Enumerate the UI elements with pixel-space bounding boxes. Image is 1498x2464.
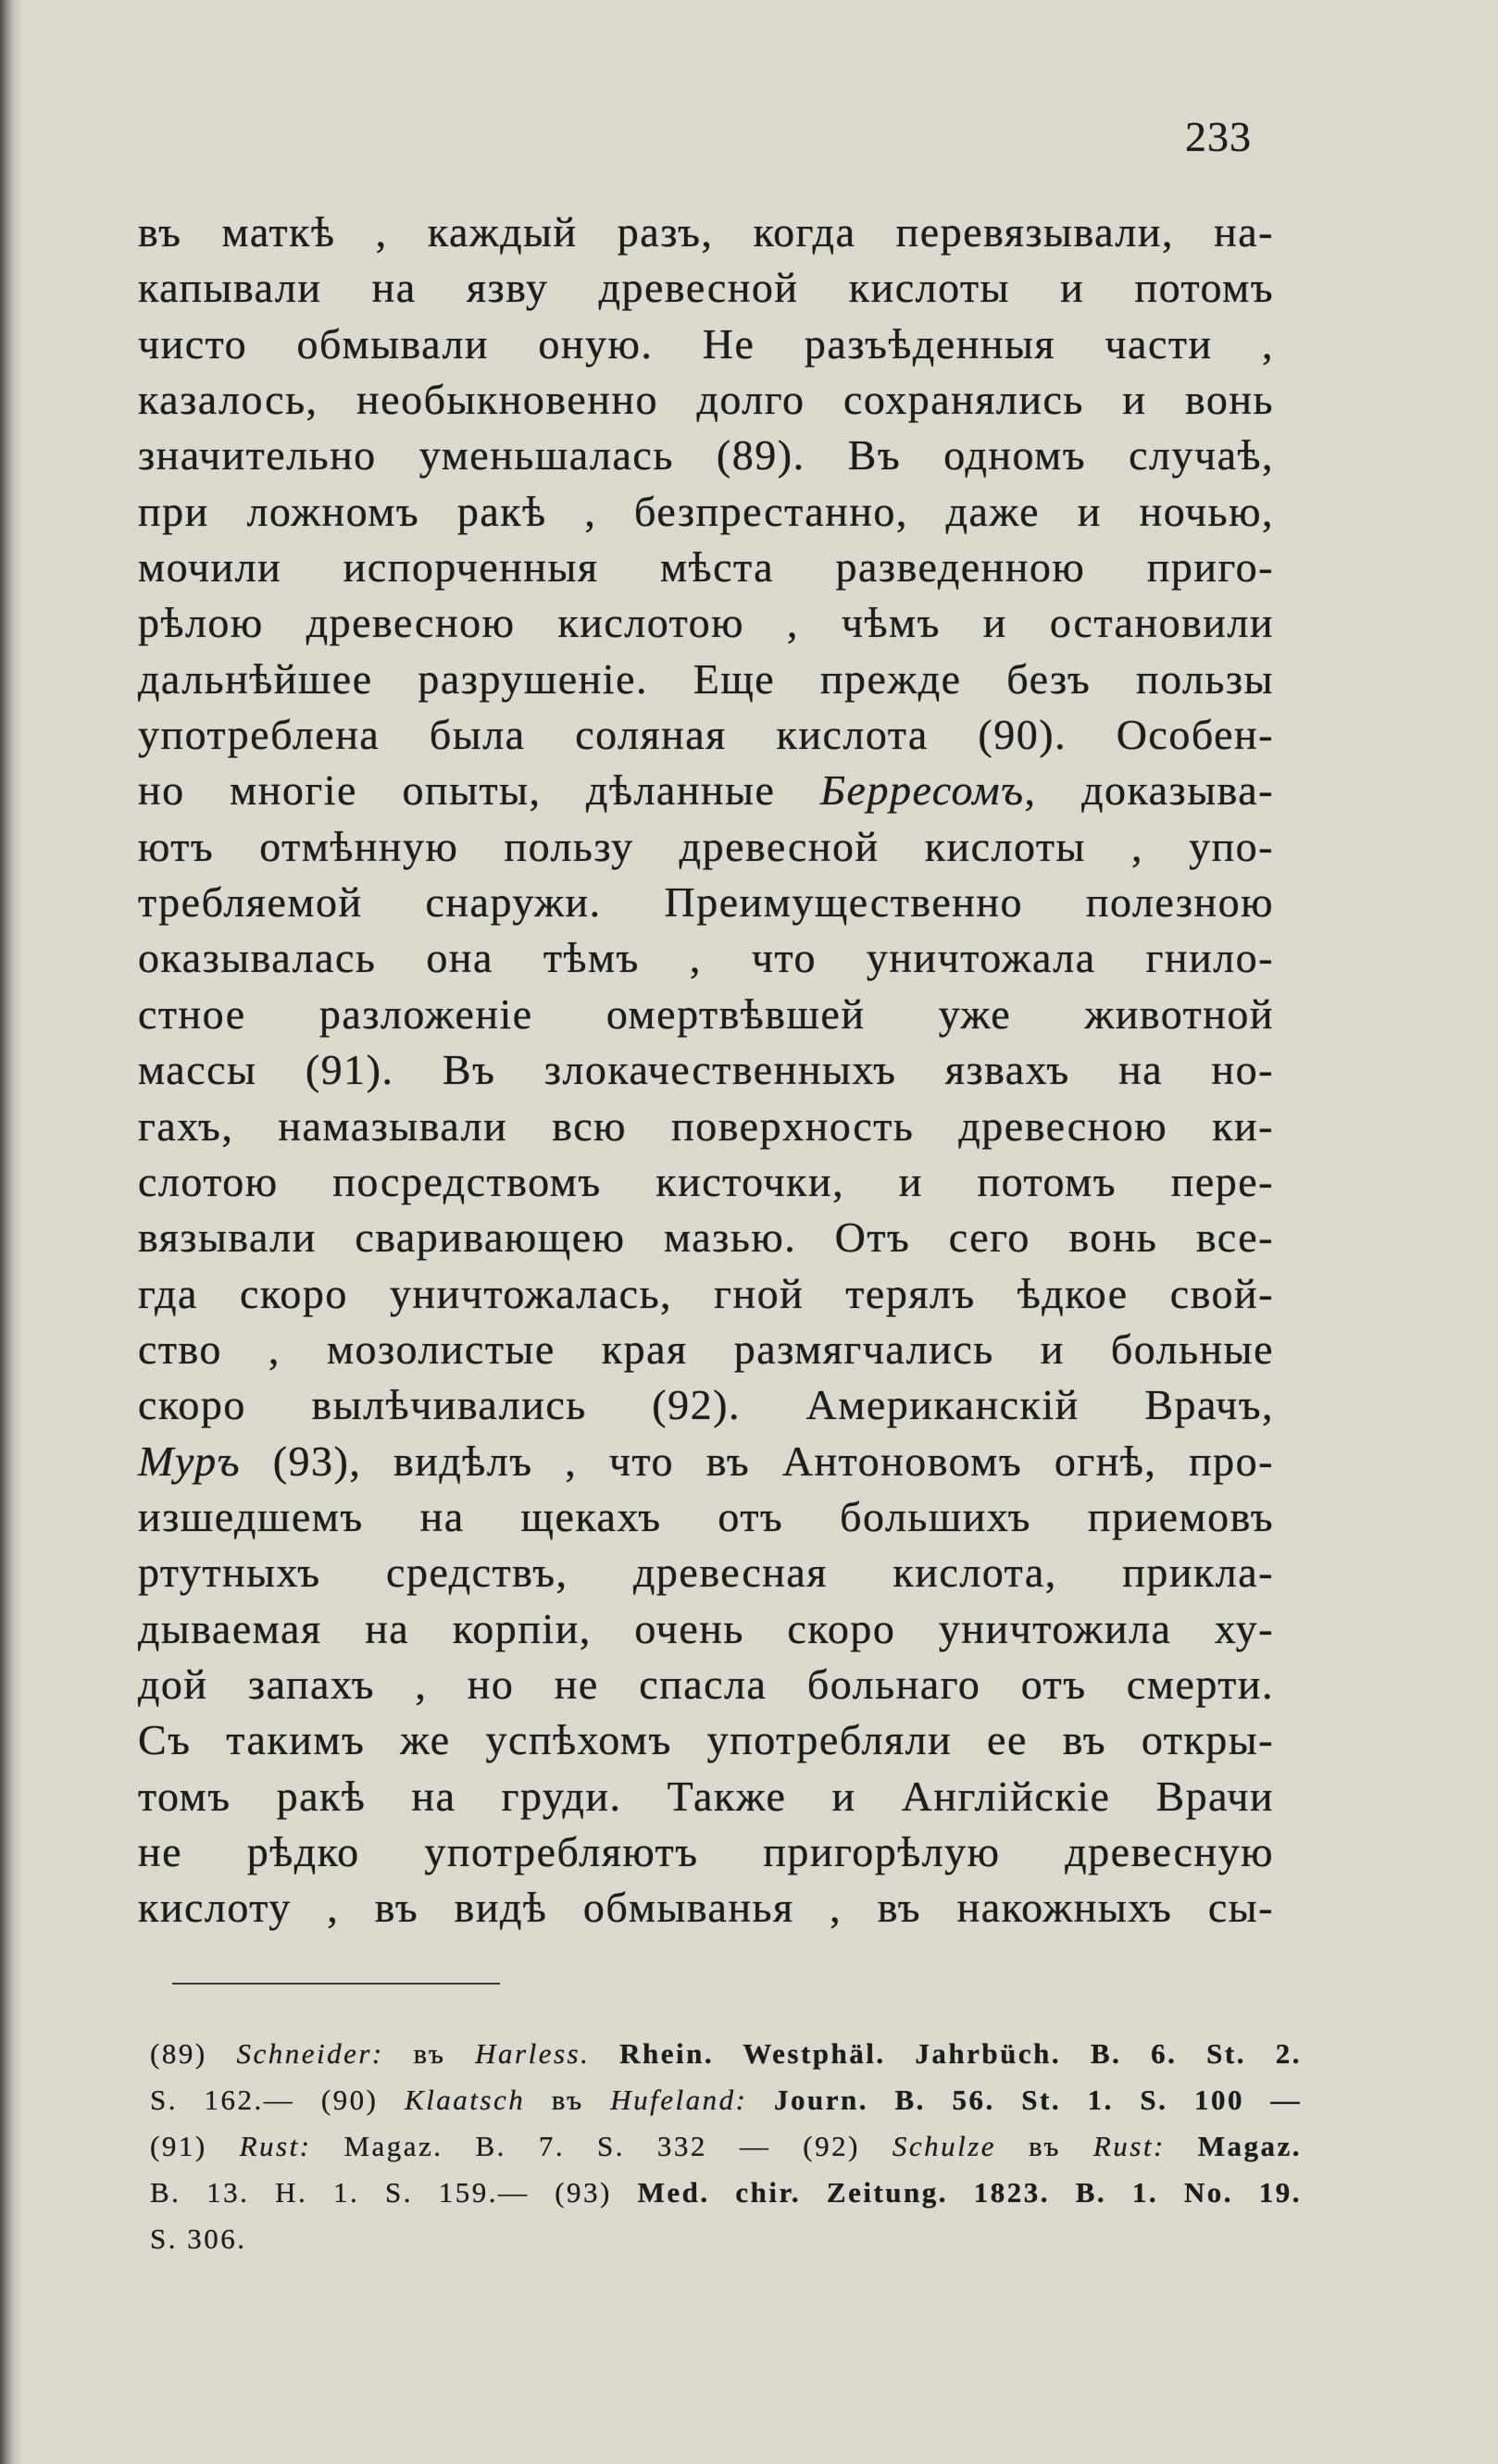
text-segment: чисто обмывали оную. Не разъѣденныя части , [138,319,1274,367]
body-text [138,205,1274,1936]
body-line [138,652,1274,707]
footnote-line [150,2077,1302,2123]
text-segment: требляемой снаружи. Преимущественно полезною [138,878,1274,927]
body-line [138,1099,1274,1154]
italic-name: Schneider: [236,2037,384,2070]
italic-name: Klaatsch [405,2084,526,2116]
text-segment: не рѣдко употребляютъ пригорѣлую древесную [138,1827,1274,1875]
body-line [138,987,1274,1042]
body-line [138,1601,1274,1657]
text-segment: значительно уменьшалась (89). Въ одномъ случаѣ, [138,431,1274,479]
text-segment: при ложномъ ракѣ , безпрестанно, даже и ночью, [138,487,1274,535]
body-line [138,1489,1274,1545]
text-segment: (93), видѣлъ , что въ Антоновомъ огнѣ, про- [241,1437,1274,1485]
text-segment: слотою посредствомъ кисточки, и потомъ пере- [138,1157,1274,1205]
body-line [138,428,1274,483]
text-segment: вязывали сваривающею мазью. Отъ сего вонь все- [138,1213,1274,1262]
italic-name: Schulze [892,2130,997,2162]
footnotes [150,2031,1302,2262]
footnote-line [150,2170,1302,2216]
text-segment: , доказыва- [1024,766,1274,815]
footnote-rule [172,1983,500,1985]
body-line [138,372,1274,428]
text-segment: гда скоро уничтожалась, гной терялъ ѣдкое свой- [138,1269,1274,1317]
body-line [138,1210,1274,1265]
text-segment: скоро вылѣчивались (92). Американскій Врачъ, [138,1381,1274,1429]
body-line [138,1154,1274,1210]
text-segment: Magaz. B. 7. S. 332 — (92) [311,2130,893,2162]
text-segment: капывали на язву древесной кислоты и потомъ [138,264,1274,312]
body-line [138,707,1274,763]
text-segment: (89) [150,2037,237,2070]
body-line [138,595,1274,651]
footnote-line [150,2031,1302,2077]
body-line [138,1657,1274,1712]
body-line [138,1712,1274,1768]
body-line [138,317,1274,372]
text-segment: томъ ракѣ на груди. Также и Англійскіе Врачи [138,1772,1274,1820]
source-title: Med. chir. Zeitung. 1823. B. 1. No. 19. [637,2176,1303,2209]
spine-shadow [0,0,22,2464]
italic-name: Берресомъ [819,766,1025,815]
body-line [138,540,1274,595]
text-segment: дой запахъ , но не спасла больнаго отъ смерти. [138,1660,1274,1708]
body-line [138,1434,1274,1489]
text-segment: кислоту , въ видѣ обмыванья , въ накожныхъ сы- [138,1884,1274,1932]
text-segment: казалось, необыкновенно долго сохранялись и вонь [138,376,1274,424]
text-segment: стное разложеніе омертвѣвшей уже животной [138,989,1274,1038]
text-segment: мочили испорченныя мѣста разведенною приго- [138,543,1274,591]
body-line [138,819,1274,875]
text-segment: въ [525,2084,611,2116]
body-line [138,1880,1274,1935]
body-line [138,1322,1274,1377]
text-segment: употреблена была соляная кислота (90). Особен- [138,711,1274,759]
body-line [138,260,1274,316]
italic-name: Rust: [1092,2130,1166,2162]
footnote-line [150,2216,1302,2262]
body-line [138,1377,1274,1433]
body-line [138,1824,1274,1880]
body-line [138,1769,1274,1824]
source-title: Rhein. Westphäl. Jahrbüch. B. 6. St. 2. [590,2037,1302,2070]
text-segment: гахъ, намазывали всю поверхность древесною ки- [138,1101,1274,1150]
page-number: 233 [1185,113,1252,160]
text-segment: но многіе опыты, дѣланные [138,766,820,815]
source-title: Magaz. [1165,2130,1302,2162]
body-line [138,763,1274,818]
body-line [138,205,1274,260]
text-segment: ртутныхъ средствъ, древесная кислота, прикла- [138,1549,1274,1597]
text-segment: S. 162.— (90) [150,2084,406,2116]
text-segment: въ маткѣ , каждый разъ, когда перевязывали, на- [138,208,1274,255]
text-segment: рѣлою древесною кислотою , чѣмъ и остановили [138,599,1274,647]
footnote-line [150,2123,1302,2170]
text-segment: дальнѣйшее разрушеніе. Еще прежде безъ пользы [138,654,1274,703]
text-segment: оказывалась она тѣмъ , что уничтожала гнило- [138,934,1274,982]
body-line [138,1042,1274,1098]
text-segment: изшедшемъ на щекахъ отъ большихъ приемовъ [138,1492,1274,1540]
text-segment: B. 13. H. 1. S. 159.— (93) [150,2176,638,2209]
text-segment: массы (91). Въ злокачественныхъ язвахъ на но- [138,1046,1274,1094]
text-segment: въ [996,2130,1093,2162]
text-segment: S. 306. [150,2222,247,2255]
italic-name: Муръ [138,1437,242,1485]
italic-name: Harless. [475,2037,591,2070]
body-line [138,1545,1274,1600]
body-line [138,1266,1274,1322]
source-title: Journ. B. 56. St. 1. S. 100 — [747,2084,1302,2116]
text-segment: Съ такимъ же успѣхомъ употребляли ее въ откры- [138,1716,1274,1764]
text-segment: ютъ отмѣнную пользу древесной кислоты , упо- [138,822,1274,870]
body-line [138,875,1274,930]
italic-name: Hufeland: [610,2084,748,2116]
text-segment: дываемая на корпіи, очень скоро уничтожила ху- [138,1604,1274,1652]
body-line [138,930,1274,986]
text-segment: въ [383,2037,476,2070]
italic-name: Rust: [239,2130,312,2162]
text-segment: ство , мозолистые края размягчались и больные [138,1325,1274,1373]
text-segment: (91) [150,2130,240,2162]
body-line [138,484,1274,540]
